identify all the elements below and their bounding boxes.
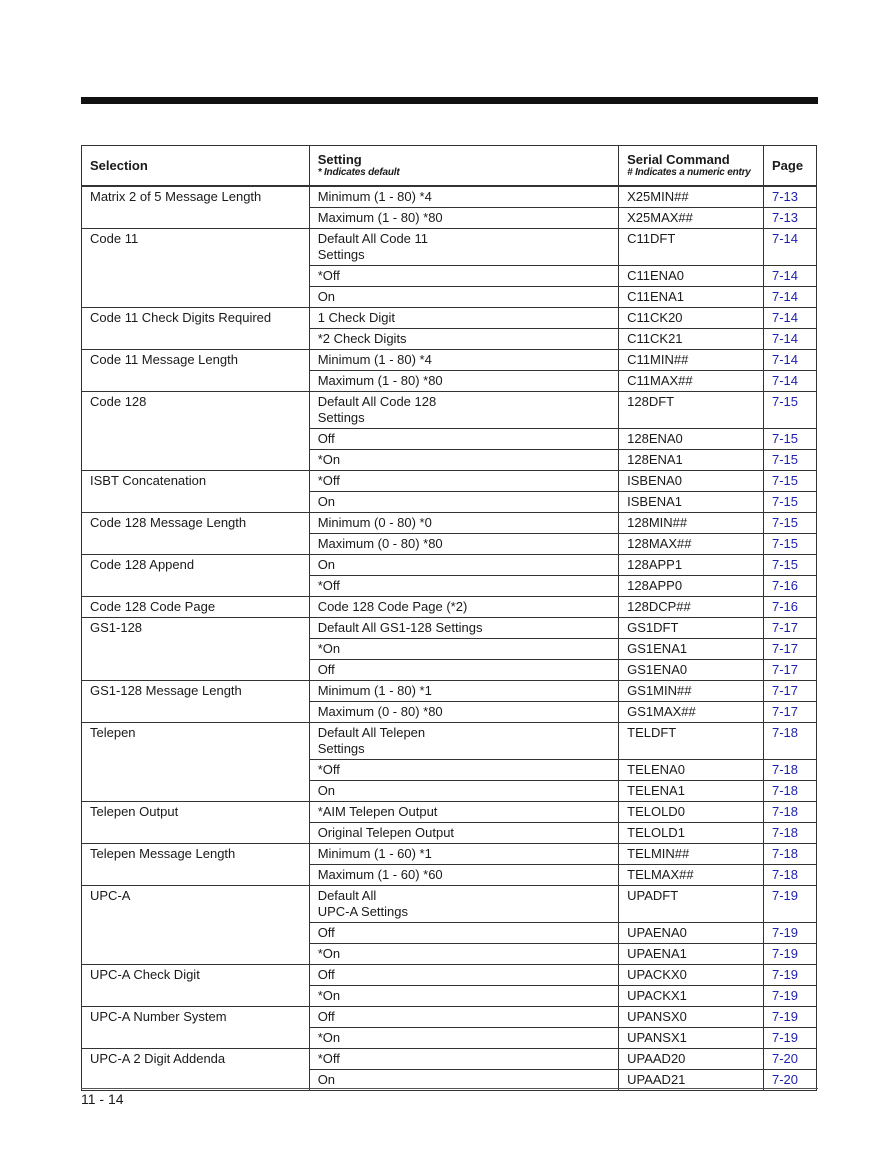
page-link[interactable]: 7-14 bbox=[763, 370, 816, 391]
table-header-row bbox=[82, 146, 817, 186]
setting-cell: Off bbox=[309, 1006, 618, 1027]
serial-command-cell: GS1ENA0 bbox=[619, 659, 764, 680]
selection-cell: Telepen bbox=[82, 722, 310, 801]
serial-command-cell: UPANSX1 bbox=[619, 1027, 764, 1048]
setting-cell: Minimum (1 - 80) *4 bbox=[309, 186, 618, 208]
page-link[interactable]: 7-19 bbox=[763, 922, 816, 943]
setting-cell: Default All GS1-128 Settings bbox=[309, 617, 618, 638]
page-link[interactable]: 7-18 bbox=[763, 801, 816, 822]
setting-cell: Default All Telepen Settings bbox=[309, 722, 618, 759]
setting-cell: On bbox=[309, 1069, 618, 1090]
selection-cell: Code 128 Code Page bbox=[82, 596, 310, 617]
serial-command-cell: C11MIN## bbox=[619, 349, 764, 370]
setting-cell: Default All Code 128 Settings bbox=[309, 391, 618, 428]
setting-cell: *On bbox=[309, 943, 618, 964]
setting-cell: On bbox=[309, 286, 618, 307]
table-row bbox=[82, 722, 817, 759]
serial-command-cell: UPAENA1 bbox=[619, 943, 764, 964]
setting-cell: *Off bbox=[309, 265, 618, 286]
page-link[interactable]: 7-19 bbox=[763, 1006, 816, 1027]
serial-command-cell: 128APP0 bbox=[619, 575, 764, 596]
setting-cell: Off bbox=[309, 964, 618, 985]
serial-command-cell: TELOLD0 bbox=[619, 801, 764, 822]
selection-cell: UPC-A bbox=[82, 885, 310, 964]
page-link[interactable]: 7-18 bbox=[763, 822, 816, 843]
serial-command-cell: 128DFT bbox=[619, 391, 764, 428]
page-link[interactable]: 7-19 bbox=[763, 943, 816, 964]
setting-cell: Off bbox=[309, 659, 618, 680]
setting-cell: Minimum (1 - 60) *1 bbox=[309, 843, 618, 864]
setting-cell: Code 128 Code Page (*2) bbox=[309, 596, 618, 617]
setting-cell: Maximum (1 - 80) *80 bbox=[309, 207, 618, 228]
default-note: * Indicates default bbox=[317, 166, 400, 178]
selection-cell: Telepen Message Length bbox=[82, 843, 310, 885]
serial-command-cell: 128MAX## bbox=[619, 533, 764, 554]
setting-cell: *On bbox=[309, 1027, 618, 1048]
page-link[interactable]: 7-14 bbox=[763, 307, 816, 328]
serial-command-cell: UPACKX0 bbox=[619, 964, 764, 985]
serial-command-cell: C11CK20 bbox=[619, 307, 764, 328]
table-row bbox=[82, 391, 817, 428]
selection-cell: UPC-A Check Digit bbox=[82, 964, 310, 1006]
table-row bbox=[82, 349, 817, 370]
serial-command-cell: X25MIN## bbox=[619, 186, 764, 208]
page-number: 11 - 14 bbox=[81, 1091, 124, 1107]
page-link[interactable]: 7-15 bbox=[763, 470, 816, 491]
page-column-header: Page bbox=[763, 146, 816, 186]
serial-command-cell: C11MAX## bbox=[619, 370, 764, 391]
page-link[interactable]: 7-15 bbox=[763, 512, 816, 533]
serial-command-cell: ISBENA0 bbox=[619, 470, 764, 491]
setting-cell: *On bbox=[309, 985, 618, 1006]
serial-command-cell: C11ENA1 bbox=[619, 286, 764, 307]
page-link[interactable]: 7-19 bbox=[763, 1027, 816, 1048]
setting-cell: On bbox=[309, 780, 618, 801]
page-link[interactable]: 7-14 bbox=[763, 328, 816, 349]
table-row bbox=[82, 680, 817, 701]
table-row bbox=[82, 512, 817, 533]
setting-cell: *AIM Telepen Output bbox=[309, 801, 618, 822]
serial-command-cell: 128DCP## bbox=[619, 596, 764, 617]
footer-rule bbox=[81, 1088, 818, 1089]
table-row bbox=[82, 470, 817, 491]
page-link[interactable]: 7-18 bbox=[763, 759, 816, 780]
serial-command-cell: GS1MIN## bbox=[619, 680, 764, 701]
table-row bbox=[82, 885, 817, 922]
table-row bbox=[82, 801, 817, 822]
page-link[interactable]: 7-15 bbox=[763, 449, 816, 470]
serial-command-cell: TELENA1 bbox=[619, 780, 764, 801]
setting-cell: On bbox=[309, 491, 618, 512]
selection-cell: Code 11 Check Digits Required bbox=[82, 307, 310, 349]
serial-command-cell: UPAENA0 bbox=[619, 922, 764, 943]
selection-cell: GS1-128 Message Length bbox=[82, 680, 310, 722]
page-link[interactable]: 7-18 bbox=[763, 864, 816, 885]
setting-cell: *Off bbox=[309, 759, 618, 780]
serial-command-cell: GS1DFT bbox=[619, 617, 764, 638]
serial-command-cell: TELENA0 bbox=[619, 759, 764, 780]
setting-cell: Maximum (0 - 80) *80 bbox=[309, 533, 618, 554]
selection-cell: Code 128 Message Length bbox=[82, 512, 310, 554]
page-link[interactable]: 7-17 bbox=[763, 701, 816, 722]
selection-cell: GS1-128 bbox=[82, 617, 310, 680]
serial-command-cell: C11CK21 bbox=[619, 328, 764, 349]
page-link[interactable]: 7-15 bbox=[763, 533, 816, 554]
page-link[interactable]: 7-14 bbox=[763, 265, 816, 286]
page-link[interactable]: 7-15 bbox=[763, 391, 816, 428]
serial-command-cell: UPADFT bbox=[619, 885, 764, 922]
selection-cell: ISBT Concatenation bbox=[82, 470, 310, 512]
page-link[interactable]: 7-19 bbox=[763, 964, 816, 985]
page-link[interactable]: 7-15 bbox=[763, 554, 816, 575]
table-row bbox=[82, 307, 817, 328]
page-link[interactable]: 7-14 bbox=[763, 349, 816, 370]
serial-command-column-header: Serial Command # Indicates a numeric entry bbox=[619, 146, 764, 186]
setting-cell: Off bbox=[309, 428, 618, 449]
table-row bbox=[82, 617, 817, 638]
table-row bbox=[82, 964, 817, 985]
serial-command-cell: UPANSX0 bbox=[619, 1006, 764, 1027]
table-row bbox=[82, 228, 817, 265]
selection-cell: UPC-A 2 Digit Addenda bbox=[82, 1048, 310, 1090]
page-link[interactable]: 7-18 bbox=[763, 843, 816, 864]
table-row bbox=[82, 554, 817, 575]
page-link[interactable]: 7-20 bbox=[763, 1048, 816, 1069]
setting-cell: *Off bbox=[309, 575, 618, 596]
setting-cell: 1 Check Digit bbox=[309, 307, 618, 328]
serial-command-cell: 128APP1 bbox=[619, 554, 764, 575]
page-link[interactable]: 7-13 bbox=[763, 186, 816, 208]
serial-command-cell: C11DFT bbox=[619, 228, 764, 265]
serial-command-cell: 128ENA0 bbox=[619, 428, 764, 449]
setting-cell: Minimum (0 - 80) *0 bbox=[309, 512, 618, 533]
table-body bbox=[82, 186, 817, 1091]
serial-command-cell: TELOLD1 bbox=[619, 822, 764, 843]
setting-cell: *2 Check Digits bbox=[309, 328, 618, 349]
serial-command-cell: ISBENA1 bbox=[619, 491, 764, 512]
table-row bbox=[82, 596, 817, 617]
setting-cell: Default All UPC-A Settings bbox=[309, 885, 618, 922]
setting-cell: *Off bbox=[309, 470, 618, 491]
selection-cell: UPC-A Number System bbox=[82, 1006, 310, 1048]
page-link[interactable]: 7-18 bbox=[763, 722, 816, 759]
serial-command-cell: X25MAX## bbox=[619, 207, 764, 228]
page-link[interactable]: 7-18 bbox=[763, 780, 816, 801]
page-link[interactable]: 7-19 bbox=[763, 885, 816, 922]
setting-cell: *Off bbox=[309, 1048, 618, 1069]
selection-cell: Code 128 Append bbox=[82, 554, 310, 596]
selection-cell: Code 11 bbox=[82, 228, 310, 307]
serial-command-cell: UPAAD20 bbox=[619, 1048, 764, 1069]
setting-cell: *On bbox=[309, 638, 618, 659]
serial-command-cell: GS1ENA1 bbox=[619, 638, 764, 659]
serial-command-table bbox=[81, 145, 817, 1091]
setting-cell: On bbox=[309, 554, 618, 575]
selection-cell: Telepen Output bbox=[82, 801, 310, 843]
setting-cell: Off bbox=[309, 922, 618, 943]
table-row bbox=[82, 1048, 817, 1069]
page-link[interactable]: 7-15 bbox=[763, 428, 816, 449]
selection-column-header: Selection bbox=[82, 146, 310, 186]
selection-cell: Code 128 bbox=[82, 391, 310, 470]
page-link[interactable]: 7-19 bbox=[763, 985, 816, 1006]
serial-command-cell: 128ENA1 bbox=[619, 449, 764, 470]
table-row bbox=[82, 186, 817, 208]
setting-cell: Minimum (1 - 80) *1 bbox=[309, 680, 618, 701]
setting-cell: Minimum (1 - 80) *4 bbox=[309, 349, 618, 370]
page-link[interactable]: 7-20 bbox=[763, 1069, 816, 1090]
table-row bbox=[82, 843, 817, 864]
page-link[interactable]: 7-17 bbox=[763, 617, 816, 638]
table-row bbox=[82, 1006, 817, 1027]
setting-column-header: Setting * Indicates default bbox=[309, 146, 618, 186]
serial-command-cell: TELMIN## bbox=[619, 843, 764, 864]
setting-cell: Default All Code 11 Settings bbox=[309, 228, 618, 265]
setting-cell: Maximum (1 - 80) *80 bbox=[309, 370, 618, 391]
page-link[interactable]: 7-17 bbox=[763, 638, 816, 659]
page-link[interactable]: 7-16 bbox=[763, 575, 816, 596]
serial-command-cell: TELDFT bbox=[619, 722, 764, 759]
page-link[interactable]: 7-15 bbox=[763, 491, 816, 512]
setting-cell: Maximum (1 - 60) *60 bbox=[309, 864, 618, 885]
page-link[interactable]: 7-17 bbox=[763, 680, 816, 701]
page-link[interactable]: 7-16 bbox=[763, 596, 816, 617]
serial-command-cell: C11ENA0 bbox=[619, 265, 764, 286]
selection-cell: Code 11 Message Length bbox=[82, 349, 310, 391]
serial-command-cell: GS1MAX## bbox=[619, 701, 764, 722]
serial-command-cell: UPAAD21 bbox=[619, 1069, 764, 1090]
serial-command-cell: TELMAX## bbox=[619, 864, 764, 885]
serial-command-cell: UPACKX1 bbox=[619, 985, 764, 1006]
serial-command-cell: 128MIN## bbox=[619, 512, 764, 533]
page-link[interactable]: 7-13 bbox=[763, 207, 816, 228]
page-link[interactable]: 7-14 bbox=[763, 228, 816, 265]
numeric-entry-note: # Indicates a numeric entry bbox=[627, 166, 751, 178]
setting-cell: *On bbox=[309, 449, 618, 470]
selection-cell: Matrix 2 of 5 Message Length bbox=[82, 186, 310, 229]
page-link[interactable]: 7-14 bbox=[763, 286, 816, 307]
setting-cell: Maximum (0 - 80) *80 bbox=[309, 701, 618, 722]
header-rule bbox=[81, 97, 818, 104]
setting-cell: Original Telepen Output bbox=[309, 822, 618, 843]
page-link[interactable]: 7-17 bbox=[763, 659, 816, 680]
